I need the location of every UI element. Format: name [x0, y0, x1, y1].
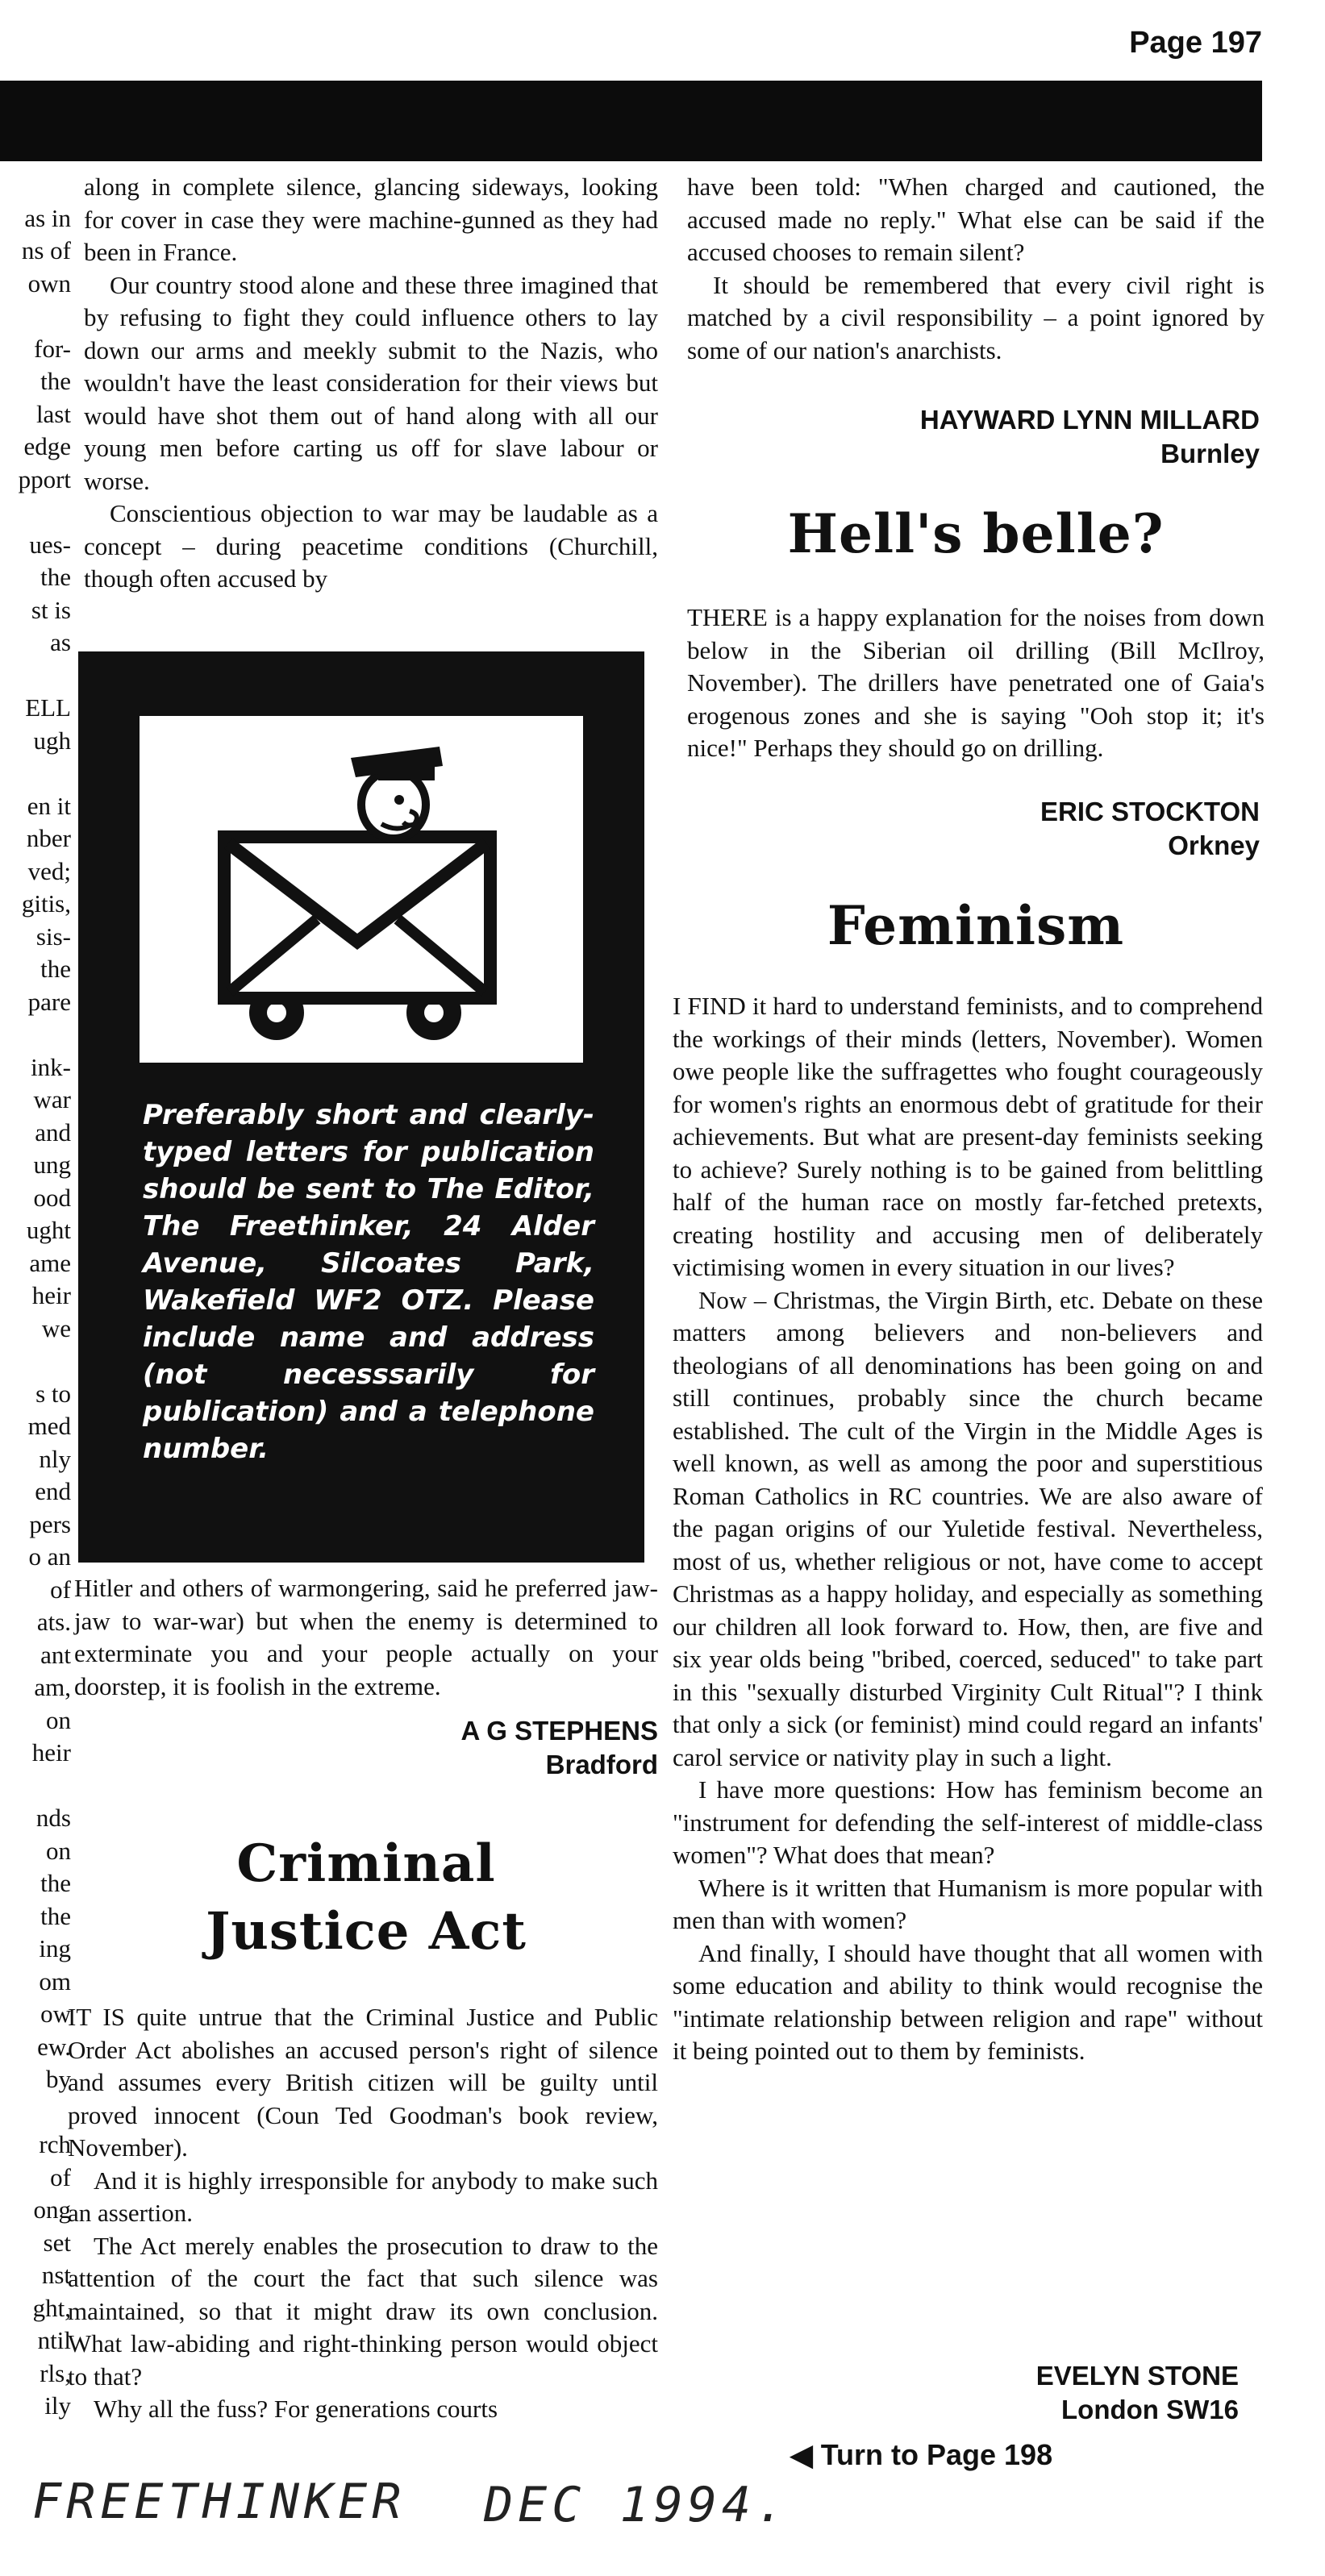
criminal-justice-heading — [74, 1830, 658, 1966]
header-rule-bar — [0, 81, 1262, 161]
cut-off-line — [0, 660, 71, 693]
cut-off-line: for- — [34, 334, 71, 363]
cut-off-line: ved; — [27, 856, 71, 885]
cut-off-line: by — [46, 2065, 71, 2093]
letter-paragraph: Now – Christmas, the Virgin Birth, etc. Debate on these matters among believers and non-believers and theologians of all denominations has been going on and still continues, probably since the church became established. The cult of the Virgin in the Middle Ages is well known, as well as among the poor and superstitious Roman Catholics in RC countries. We are also aware of the pagan origins of our Yuletide festival. Nevertheless, most of us, whether religious or not, have come to accept Christmas as a happy holiday, and especially as something our children all look forward to. How, then, are five and six year olds being "bribed, coerced, seduced" to take part in this "sexually disturbed Virginity Cult Ritual"? I think that only a sick (or feminist) mind could regard an infants' carol service or nativity play in such a light. — [673, 1285, 1263, 1771]
cut-off-line: om — [39, 1966, 71, 1995]
turn-to-page — [790, 2438, 1052, 2472]
cut-off-line: gitis, — [21, 889, 71, 918]
cut-off-line: war — [33, 1085, 71, 1113]
icon-panel — [140, 716, 583, 1063]
letter-paragraph: Where is it written that Humanism is more popular with men than with women? — [673, 1873, 1263, 1934]
letters-notice-box — [78, 651, 644, 1563]
cut-off-line: ant — [40, 1640, 71, 1669]
cut-off-line: and — [35, 1117, 71, 1147]
author-name: HAYWARD LYNN MILLARD — [919, 405, 1260, 435]
cut-off-line: own — [27, 268, 71, 298]
cut-off-line: o an — [28, 1542, 71, 1571]
letter-paragraph: have been told: "When charged and cautioned, the accused made no reply." What else can be said if the accused chooses to remain silent? — [687, 173, 1265, 266]
cut-off-line: end — [35, 1477, 71, 1505]
criminal-justice-letter — [68, 2001, 658, 2426]
cut-off-line: ught — [26, 1216, 71, 1244]
cut-off-line: ntil — [37, 2326, 71, 2354]
cut-off-line — [0, 1345, 71, 1378]
cut-off-line: the — [40, 1869, 71, 1897]
cut-off-line: as — [50, 628, 71, 656]
cut-off-line: heir — [31, 1738, 71, 1767]
cut-off-line: med — [27, 1412, 71, 1440]
feminism-letter — [673, 990, 1263, 2068]
heading-line: Justice Act — [206, 1901, 527, 1962]
cut-off-line: heir — [31, 1281, 71, 1309]
letter-paragraph: And it is highly irresponsible for anybody to make such an assertion. — [68, 2166, 658, 2227]
letter-paragraph: I have more questions: How has feminism become an "instrument for defending the self-interest of middle-class women"? What does that mean? — [673, 1775, 1263, 1869]
cut-off-line: the — [40, 955, 71, 983]
cut-off-line: ues- — [29, 530, 71, 559]
cut-off-line: st is — [31, 595, 71, 624]
cut-off-line: last — [35, 399, 71, 428]
cut-off-line: nly — [39, 1444, 71, 1473]
cut-off-line — [0, 496, 71, 529]
criminal-justice-letter-continued — [687, 171, 1265, 367]
letter-paragraph: Why all the fuss? For generations courts — [94, 2395, 498, 2423]
cut-off-line: the — [40, 367, 71, 395]
heading-line: Criminal — [236, 1833, 496, 1894]
cut-off-line: of — [50, 2162, 71, 2191]
author-town: Burnley — [1160, 439, 1260, 468]
hells-belle-heading: Hell's belle? — [787, 502, 1165, 565]
turn-to-label: Turn to Page 198 — [820, 2438, 1053, 2471]
cut-off-line: nds — [35, 1804, 71, 1832]
page-number: Page 197 — [1129, 26, 1262, 60]
handwritten-date: DEC 1994. — [484, 2477, 790, 2533]
author-name: ERIC STOCKTON — [1040, 797, 1260, 826]
mail-cart-icon — [140, 716, 583, 1063]
letter-paragraph: The Act merely enables the prosecution to draw to the attention of the court the fact that such silence was maintained, so that it might draw its own conclusion. What law-abiding and right-thinking person would object to that? — [68, 2231, 658, 2391]
letter-paragraph: along in complete silence, glancing sideways, looking for cover in case they were machine-gunned as they had been in France. — [84, 173, 658, 266]
cut-off-line: we — [41, 1313, 71, 1342]
cut-off-line — [0, 1770, 71, 1803]
cut-off-line: set — [43, 2228, 71, 2257]
cut-off-line: pare — [27, 987, 71, 1016]
cut-off-line: ing — [39, 1934, 71, 1962]
stephens-signature — [74, 1714, 658, 1782]
cut-off-line: sis- — [35, 922, 71, 951]
cut-off-line: edge — [23, 432, 71, 460]
letter-paragraph: Hitler and others of warmongering, said he preferred jaw-jaw to war-war) but when the enemy is determined to exterminate you and your people actually on your doorstep, it is foolish in the extreme. — [74, 1574, 658, 1700]
letter-paragraph: And finally, I should have thought that all women with some education and ability to think would recognise the "intimate relationship between religion and rape" without it being pointed out to them by feminists. — [673, 1938, 1263, 2065]
cut-off-line: on — [46, 1836, 71, 1865]
cut-off-line: pers — [29, 1509, 71, 1538]
letter-paragraph: Our country stood alone and these three imagined that by refusing to fight they could influence others to lay down our arms and meekly submit to the Nazis, who wouldn't have the least consideration for their views but would have shot them out of hand along with all our young men before carting us off for slave labour or worse. — [84, 270, 658, 495]
cut-off-line: the — [40, 1901, 71, 1930]
author-town: London SW16 — [1061, 2395, 1239, 2424]
cut-off-line — [0, 757, 71, 790]
cut-off-line: ats. — [36, 1608, 71, 1636]
stephens-letter-continued — [74, 1572, 658, 1703]
cut-off-line: rch — [39, 2130, 71, 2158]
cut-off-line: s to — [35, 1379, 71, 1408]
cut-off-line — [0, 169, 71, 202]
cut-off-line: ong — [33, 2195, 71, 2224]
cut-off-line: pport — [18, 464, 71, 493]
author-town: Bradford — [545, 1750, 658, 1779]
handwritten-title: FREETHINKER — [32, 2474, 406, 2530]
stockton-signature — [687, 795, 1260, 863]
hells-belle-letter — [687, 601, 1265, 765]
cut-off-line: en it — [27, 791, 71, 820]
cut-off-line: ung — [33, 1151, 71, 1179]
cut-off-line: ame — [29, 1248, 71, 1277]
cut-off-line: the — [40, 563, 71, 591]
author-name: EVELYN STONE — [1035, 2361, 1239, 2391]
author-name: A G STEPHENS — [460, 1716, 658, 1746]
cut-off-line — [0, 2096, 71, 2129]
cut-off-line: on — [46, 1705, 71, 1734]
stephens-letter — [84, 171, 658, 596]
cut-off-line: nber — [26, 824, 71, 852]
feminism-heading: Feminism — [827, 894, 1125, 957]
cut-off-line: ew. — [37, 2032, 71, 2061]
cut-off-line — [0, 300, 71, 333]
cut-off-line — [0, 1018, 71, 1051]
letter-paragraph: I FIND it hard to understand feminists, and to comprehend the workings of their minds (letters, November). Women owe people like the suffragettes who fought courageously for women's rights an enormous debt of gratitude for their achievements. But what are present-day feminists seeking to achieve? Surely nothing is to be gained from belittling half of the human race on mostly far-fetched pretexts, creating hostility and accusing men of deliberately victimising women in every situation in our lives? — [673, 992, 1263, 1281]
author-town: Orkney — [1168, 830, 1260, 860]
notice-text: Preferably short and clearly-typed letters for publication should be sent to The Editor, The Freethinker, 24 Alder Avenue, Silcoates Park, Wakefield WF2 OTZ. Please include name and address (not necesssarily for publication) and a telephone number. — [143, 1099, 594, 1465]
letter-paragraph: THERE is a happy explanation for the noises from down below in the Siberian oil drilling (Bill McIlroy, November). The drillers have penetrated one of Gaia's erogenous zones and she is saying "Ooh stop it; it's nice!" Perhaps they should go on drilling. — [687, 603, 1265, 762]
cut-off-line: ily — [44, 2391, 71, 2420]
cut-off-line: ood — [33, 1183, 71, 1212]
millard-signature — [687, 403, 1260, 471]
cut-off-line: as in — [24, 203, 71, 232]
cut-off-line: ink- — [31, 1052, 71, 1081]
stone-signature — [673, 2359, 1239, 2427]
cut-off-column — [0, 169, 71, 2423]
letter-paragraph: IT IS quite untrue that the Criminal Justice and Public Order Act abolishes an accused person's right of silence and assumes every British citizen will be guilty until proved innocent (Coun Ted Goodman's book review, November). — [68, 2003, 658, 2162]
cut-off-line: nst — [41, 2261, 71, 2289]
cut-off-line: am, — [34, 1673, 71, 1701]
arrow-icon: ◀ — [790, 2438, 821, 2471]
cut-off-line: ght, — [32, 2293, 71, 2322]
cut-off-line: ns of — [21, 236, 71, 264]
letter-paragraph: Conscientious objection to war may be laudable as a concept – during peacetime conditions (Churchill, though often accused by — [84, 499, 658, 593]
cut-off-line: rls, — [40, 2358, 71, 2387]
cut-off-line: ow — [40, 2000, 71, 2028]
letter-paragraph: It should be remembered that every civil right is matched by a civil responsibility – a point ignored by some of our nation's anarchists. — [687, 270, 1265, 364]
cut-off-line: ugh — [33, 726, 71, 755]
cut-off-line: ELL — [25, 693, 71, 722]
cut-off-line: of — [50, 1575, 71, 1604]
